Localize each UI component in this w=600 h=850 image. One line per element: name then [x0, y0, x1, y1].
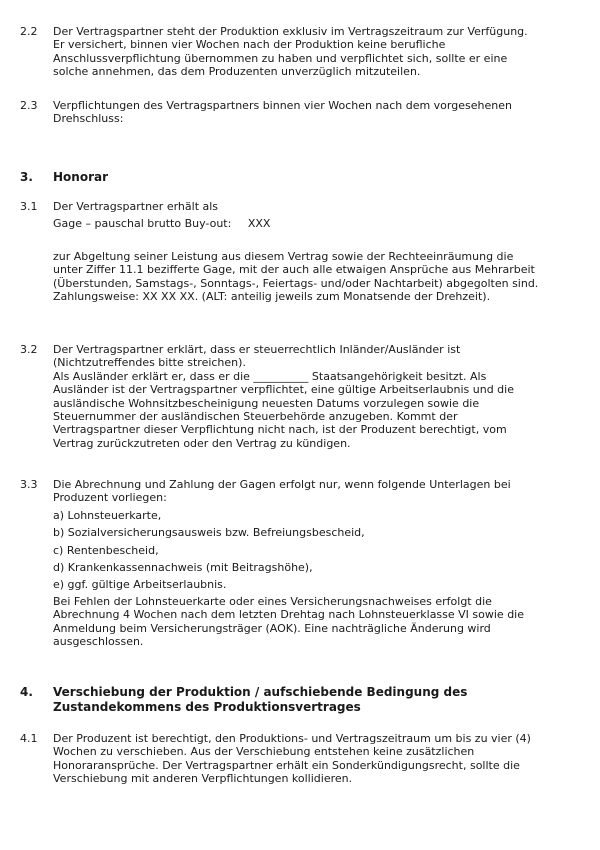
list-item: d) Krankenkassennachweis (mit Beitragshöhe), — [53, 561, 313, 575]
clause-paragraph: zur Abgeltung seiner Leistung aus diesem Vertrag sowie der Rechteeinräumung die unter Ziffer 11.1 bezifferte Gage, mit der auch alle etwaigen Ansprüche aus Mehrarbeit (Überstunden, Samstags-, Sonntags-, Feiertags- und/oder Nachtarbeit) abgegolten sind. — [53, 249, 539, 290]
list-item: b) Sozialversicherungsausweis bzw. Befreiungsbescheid, — [53, 526, 365, 540]
section-heading-4 — [20, 685, 540, 715]
clause-intro: Die Abrechnung und Zahlung der Gagen erfolgt nur, wenn folgende Unterlagen bei Produzent vorliegen: — [53, 478, 511, 505]
clause-number: 2.2 — [20, 25, 38, 38]
fee-label: Gage – pauschal brutto Buy-out: — [53, 217, 232, 231]
clause-3-1 — [20, 200, 540, 303]
clause-text-continued: Als Ausländer erklärt er, dass er die __________ Staatsangehörigkeit besitzt. Als Ausländer ist der Vertragspartner verpflichtet, eine gültige Arbeitserlaubnis und die ausländische Wohnsitzbescheinigung neuesten Datums vorzulegen sowie die Steuernummer der ausländischen Steuerbehörde anzugeben. Kommt der Vertragspartner dieser Verpflichtung nicht nach, ist der Produzent berechtigt, vom Vertrag zurückzutreten oder den Vertrag zu kündigen. — [53, 369, 514, 450]
section-number: 3. — [20, 170, 33, 184]
section-number: 4. — [20, 685, 33, 699]
clause-number: 3.2 — [20, 343, 38, 356]
list-item: a) Lohnsteuerkarte, — [53, 508, 162, 522]
clause-text: Der Produzent ist berechtigt, den Produktions- und Vertragszeitraum um bis zu vier (4) Wochen zu verschieben. Aus der Verschiebung entstehen keine zusätzlichen Honoraransprüche. Der Vertragspartner erhält ein Sonderkündigungsrecht, sollte die Verschiebung mit anderen Verpflichtungen kollidieren. — [53, 732, 531, 786]
clause-intro: Der Vertragspartner erhält als — [53, 200, 219, 213]
list-item: e) ggf. gültige Arbeitserlaubnis. — [53, 578, 227, 592]
fee-amount: XXX — [247, 217, 271, 231]
clause-2-2 — [20, 25, 540, 79]
clause-number: 4.1 — [20, 732, 38, 745]
clause-text: Der Vertragspartner steht der Produktion exklusiv im Vertragszeitraum zur Verfügung. Er versichert, binnen vier Wochen nach der Produktion keine berufliche Anschlussverpflichtung übernommen zu haben und verpflichtet sich, sollte er eine solche annehmen, das dem Produzenten unverzüglich mitzuteilen. — [53, 25, 528, 79]
payment-terms: Zahlungsweise: XX XX XX. (ALT: anteilig jeweils zum Monatsende der Drehzeit). — [53, 290, 491, 304]
clause-2-3 — [20, 99, 540, 126]
clause-text: Verpflichtungen des Vertragspartners binnen vier Wochen nach dem vorgesehenen Drehschluss: — [53, 99, 512, 126]
section-title: Verschiebung der Produktion / aufschiebende Bedingung des Zustandekommens des Produktionsvertrages — [53, 685, 468, 714]
clause-number: 2.3 — [20, 99, 38, 112]
clause-3-2 — [20, 343, 540, 450]
fee-line — [53, 217, 540, 230]
clause-outro: Bei Fehlen der Lohnsteuerkarte oder eines Versicherungsnachweises erfolgt die Abrechnung 4 Wochen nach dem letzten Drehtag nach Lohnsteuerklasse VI sowie die Anmeldung beim Versicherungsträger (AOK). Eine nachträgliche Änderung wird ausgeschlossen. — [53, 594, 525, 649]
section-heading-3 — [20, 170, 540, 185]
list-item: c) Rentenbescheid, — [53, 543, 159, 557]
clause-3-3 — [20, 478, 540, 648]
clause-number: 3.3 — [20, 478, 38, 491]
clause-number: 3.1 — [20, 200, 38, 213]
clause-4-1 — [20, 732, 540, 786]
clause-text: Der Vertragspartner erklärt, dass er steuerrechtlich Inländer/Ausländer ist (Nichtzutreffendes bitte streichen). — [53, 343, 461, 370]
section-title: Honorar — [53, 170, 109, 184]
